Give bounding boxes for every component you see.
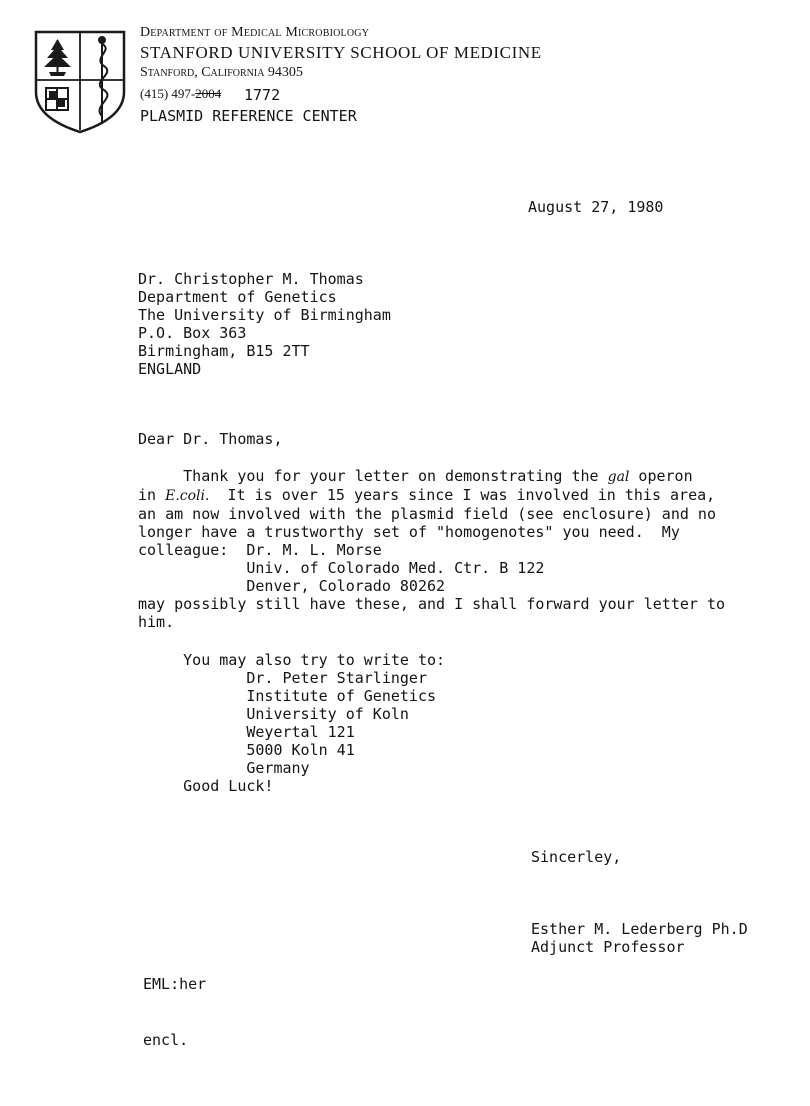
body-line: an am now involved with the plasmid field (see enclosure) and no bbox=[138, 505, 716, 523]
body-line: University of Koln bbox=[138, 705, 409, 723]
body-line: Germany bbox=[138, 759, 310, 777]
letterhead-university: STANFORD UNIVERSITY SCHOOL OF MEDICINE bbox=[140, 43, 542, 62]
body-line: Good Luck! bbox=[138, 777, 274, 795]
letterhead-phone bbox=[140, 86, 221, 102]
enclosure-note: encl. bbox=[143, 1031, 189, 1049]
letterhead-center: PLASMID REFERENCE CENTER bbox=[140, 107, 357, 125]
text-run: in bbox=[138, 486, 166, 504]
recipient-address bbox=[138, 270, 391, 378]
body-line: him. bbox=[138, 613, 175, 631]
letter-date: August 27, 1980 bbox=[528, 198, 664, 216]
body-line bbox=[138, 467, 725, 486]
recipient-line: ENGLAND bbox=[138, 360, 202, 378]
closing: Sincerley, bbox=[531, 848, 622, 866]
body-line: may possibly still have these, and I shall forward your letter to bbox=[138, 595, 725, 613]
signature-block bbox=[531, 920, 748, 956]
body-line: colleague: Dr. M. L. Morse bbox=[138, 541, 382, 559]
italic-gene-name: gal bbox=[607, 469, 630, 485]
phone-struck-number: 2004 bbox=[195, 86, 222, 101]
signature-title: Adjunct Professor bbox=[531, 938, 685, 956]
text-run: Thank you for your letter on demonstrating the bbox=[138, 467, 608, 485]
recipient-line: The University of Birmingham bbox=[138, 306, 391, 324]
body-line: Institute of Genetics bbox=[138, 687, 437, 705]
phone-extension: 1772 bbox=[244, 86, 281, 104]
body-line: 5000 Koln 41 bbox=[138, 741, 355, 759]
italic-organism-name: E.coli. bbox=[165, 488, 210, 504]
body-line: longer have a trustworthy set of "homogenotes" you need. My bbox=[138, 523, 680, 541]
body-line: Denver, Colorado 80262 bbox=[138, 577, 446, 595]
recipient-line: Department of Genetics bbox=[138, 288, 337, 306]
recipient-line: P.O. Box 363 bbox=[138, 324, 247, 342]
signature-name: Esther M. Lederberg Ph.D bbox=[531, 920, 748, 938]
letterhead-city: Stanford, California 94305 bbox=[140, 65, 303, 80]
recipient-line: Dr. Christopher M. Thomas bbox=[138, 270, 364, 288]
reference-initials: EML:her bbox=[143, 975, 207, 993]
body-paragraph-1 bbox=[138, 467, 725, 631]
body-line: Weyertal 121 bbox=[138, 723, 355, 741]
body-line: Univ. of Colorado Med. Ctr. B 122 bbox=[138, 559, 545, 577]
body-line bbox=[138, 486, 725, 505]
letterhead-department: Department of Medical Microbiology bbox=[140, 25, 370, 40]
body-paragraph-2 bbox=[138, 651, 445, 795]
body-line: Dr. Peter Starlinger bbox=[138, 669, 427, 687]
recipient-line: Birmingham, B15 2TT bbox=[138, 342, 310, 360]
salutation: Dear Dr. Thomas, bbox=[138, 430, 283, 448]
stanford-shield-logo bbox=[34, 30, 126, 134]
body-line: You may also try to write to: bbox=[138, 651, 446, 669]
text-run: It is over 15 years since I was involved in this area, bbox=[209, 486, 716, 504]
text-run: operon bbox=[629, 467, 693, 485]
phone-prefix: (415) 497- bbox=[140, 86, 196, 101]
